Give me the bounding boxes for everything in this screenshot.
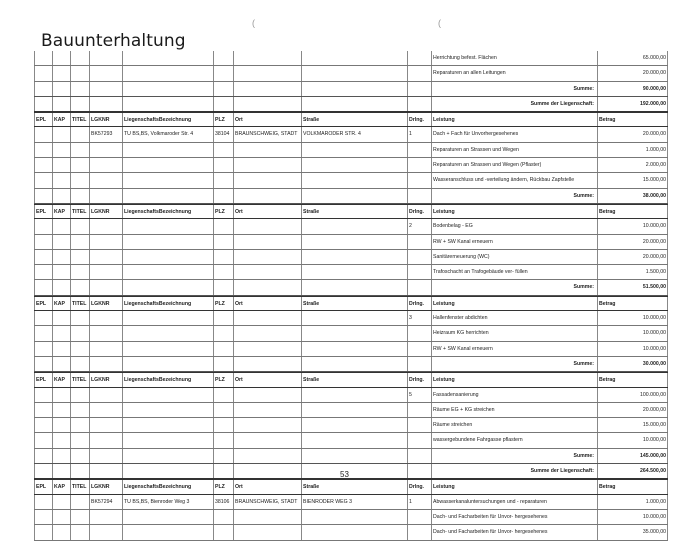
table-header-row	[34, 204, 668, 219]
leistung-cell: RW + SW Kanal erneuern	[433, 345, 493, 352]
leistung-cell: Dach- und Facharbeiten für Unvor- hergesehenes	[433, 513, 548, 520]
dringl-cell: 2	[409, 223, 412, 230]
page-number: 53	[340, 470, 349, 479]
table-row	[34, 265, 668, 280]
betrag-cell: 2.000,00	[645, 162, 666, 169]
column-header-plz: PLZ	[215, 377, 225, 384]
column-header-bezeichnung: LiegenschaftsBezeichnung	[124, 117, 192, 124]
column-header-kap: KAP	[54, 484, 65, 491]
table-row	[34, 403, 668, 418]
strasse-cell: BIENRODER WEG 3	[303, 498, 353, 505]
column-header-strasse: Straße	[303, 208, 320, 215]
column-header-bezeichnung: LiegenschaftsBezeichnung	[124, 300, 192, 307]
column-header-plz: PLZ	[215, 117, 225, 124]
property-total-value: 264.500,00	[640, 468, 666, 475]
sum-label: Summe:	[573, 85, 594, 92]
leistung-cell: RW + SW Kanal erneuern	[433, 238, 493, 245]
sum-row	[34, 82, 668, 97]
column-header-lgknr: LGKNR	[91, 208, 110, 215]
leistung-cell: Reparaturen an Strassen und Wegen	[433, 146, 519, 153]
scan-artifact: (	[438, 18, 441, 28]
lgknr-cell: BK57293	[91, 131, 113, 138]
column-header-betrag: Betrag	[599, 117, 616, 124]
dringl-cell: 5	[409, 391, 412, 398]
betrag-cell: 10.000,00	[642, 513, 666, 520]
column-header-titel: TITEL	[72, 117, 87, 124]
leistung-cell: Wasseranschluss und -verteilung ändern, Rückbau Zapfstelle	[433, 177, 575, 184]
column-header-betrag: Betrag	[599, 208, 616, 215]
table-row	[34, 525, 668, 540]
column-header-epl: EPL	[36, 377, 47, 384]
betrag-cell: 20.000,00	[642, 238, 666, 245]
leistung-cell: Dach- und Facharbeiten für Unvor- hergesehenes	[433, 529, 548, 536]
column-header-bezeichnung: LiegenschaftsBezeichnung	[124, 377, 192, 384]
column-header-dringl: Drlng.	[409, 208, 424, 215]
column-header-bezeichnung: LiegenschaftsBezeichnung	[124, 484, 192, 491]
column-header-plz: PLZ	[215, 300, 225, 307]
table-row	[34, 173, 668, 188]
dringl-cell: 1	[409, 498, 412, 505]
column-header-epl: EPL	[36, 208, 47, 215]
sum-label: Summe:	[573, 284, 594, 291]
leistung-cell: wassergebundene Fahrgasse pflastern	[433, 437, 523, 444]
betrag-cell: 1.500,00	[645, 269, 666, 276]
betrag-cell: 65.000,00	[642, 55, 666, 61]
column-header-lgknr: LGKNR	[91, 377, 110, 384]
table-row	[34, 51, 668, 66]
column-header-leistung: Leistung	[433, 208, 455, 215]
column-header-bezeichnung: LiegenschaftsBezeichnung	[124, 208, 192, 215]
column-header-dringl: Drlng.	[409, 377, 424, 384]
table-row	[34, 311, 668, 326]
sum-label: Summe:	[573, 452, 594, 459]
column-header-kap: KAP	[54, 377, 65, 384]
column-header-titel: TITEL	[72, 484, 87, 491]
betrag-cell: 10.000,00	[642, 437, 666, 444]
scan-artifact: (	[252, 18, 255, 28]
property-total-label: Summe der Liegenschaft:	[530, 468, 594, 475]
column-header-ort: Ort	[235, 377, 243, 384]
column-header-strasse: Straße	[303, 117, 320, 124]
column-header-ort: Ort	[235, 484, 243, 491]
column-header-dringl: Drlng.	[409, 117, 424, 124]
property-row	[34, 495, 668, 510]
ort-cell: BRAUNSCHWEIG, STADT	[235, 131, 298, 138]
lgknr-cell: BK57294	[91, 498, 113, 505]
betrag-cell: 10.000,00	[642, 345, 666, 352]
betrag-cell: 1.000,00	[645, 146, 666, 153]
table-header-row	[34, 112, 668, 127]
betrag-cell: 20.000,00	[642, 406, 666, 413]
column-header-leistung: Leistung	[433, 377, 455, 384]
table-row	[34, 235, 668, 250]
table-row	[34, 66, 668, 81]
column-header-plz: PLZ	[215, 208, 225, 215]
sum-value: 30.000,00	[642, 360, 666, 367]
leistung-cell: Hallenfenster abdichten	[433, 315, 488, 322]
sum-row	[34, 449, 668, 464]
column-header-lgknr: LGKNR	[91, 117, 110, 124]
column-header-strasse: Straße	[303, 300, 320, 307]
column-header-strasse: Straße	[303, 377, 320, 384]
leistung-cell: Räume EG + KG streichen	[433, 406, 495, 413]
property-total-row	[34, 464, 668, 479]
column-header-ort: Ort	[235, 208, 243, 215]
column-header-ort: Ort	[235, 117, 243, 124]
table-row	[34, 158, 668, 173]
table-header-row	[34, 372, 668, 387]
table-row	[34, 418, 668, 433]
betrag-cell: 15.000,00	[642, 177, 666, 184]
betrag-cell: 20.000,00	[642, 253, 666, 260]
column-header-kap: KAP	[54, 208, 65, 215]
leistung-cell: Räume streichen	[433, 422, 473, 429]
column-header-epl: EPL	[36, 484, 47, 491]
column-header-betrag: Betrag	[599, 484, 616, 491]
dringl-cell: 3	[409, 315, 412, 322]
betrag-cell: 10.000,00	[642, 223, 666, 230]
property-total-value: 192.000,00	[640, 100, 666, 107]
property-row	[34, 127, 668, 142]
plz-cell: 38104	[215, 131, 230, 138]
column-header-titel: TITEL	[72, 377, 87, 384]
betrag-cell: 15.000,00	[642, 422, 666, 429]
property-total-label: Summe der Liegenschaft:	[530, 100, 594, 107]
page-title: Bauunterhaltung	[41, 31, 186, 51]
column-header-lgknr: LGKNR	[91, 300, 110, 307]
plz-cell: 38106	[215, 498, 230, 505]
sum-row	[34, 280, 668, 295]
leistung-cell: Sanitärerneuerung (WC)	[433, 253, 490, 260]
column-header-dringl: Drlng.	[409, 300, 424, 307]
sum-value: 51.500,00	[642, 284, 666, 291]
sum-row	[34, 189, 668, 204]
betrag-cell: 100.000,00	[640, 391, 666, 398]
sum-value: 38.000,00	[642, 192, 666, 199]
bezeichnung-cell: TU BS,BS, Bienroder Weg 3	[124, 498, 190, 505]
column-header-lgknr: LGKNR	[91, 484, 110, 491]
leistung-cell: Reparaturen an allen Leitungen	[433, 70, 506, 77]
bezeichnung-cell: TU BS,BS, Volkmaroder Str. 4	[124, 131, 194, 138]
budget-table	[34, 51, 668, 541]
betrag-cell: 20.000,00	[642, 70, 666, 77]
column-header-epl: EPL	[36, 300, 47, 307]
column-header-ort: Ort	[235, 300, 243, 307]
leistung-cell: Bodenbelag - EG	[433, 223, 473, 230]
betrag-cell: 10.000,00	[642, 330, 666, 337]
column-header-titel: TITEL	[72, 208, 87, 215]
column-header-dringl: Drlng.	[409, 484, 424, 491]
leistung-cell: Dach + Fach für Unvorhergesehenes	[433, 131, 519, 138]
sum-value: 145.000,00	[640, 452, 666, 459]
table-header-row	[34, 479, 668, 494]
column-header-leistung: Leistung	[433, 117, 455, 124]
leistung-cell: Abwasserkanaluntersuchungen und - reparaturen	[433, 498, 547, 505]
column-header-betrag: Betrag	[599, 377, 616, 384]
betrag-cell: 1.000,00	[645, 498, 666, 505]
dringl-cell: 1	[409, 131, 412, 138]
strasse-cell: VOLKMARODER STR. 4	[303, 131, 361, 138]
leistung-cell: Heizraum KG herrichten	[433, 330, 489, 337]
leistung-cell: Reparaturen an Strassen und Wegen (Pflaster)	[433, 162, 542, 169]
sum-label: Summe:	[573, 192, 594, 199]
column-header-epl: EPL	[36, 117, 47, 124]
table-row	[34, 510, 668, 525]
column-header-strasse: Straße	[303, 484, 320, 491]
column-header-leistung: Leistung	[433, 484, 455, 491]
sum-value: 90.000,00	[642, 85, 666, 92]
column-header-titel: TITEL	[72, 300, 87, 307]
sum-label: Summe:	[573, 360, 594, 367]
sum-row	[34, 357, 668, 372]
table-row	[34, 250, 668, 265]
betrag-cell: 10.000,00	[642, 315, 666, 322]
table-row	[34, 342, 668, 357]
column-header-kap: KAP	[54, 300, 65, 307]
column-header-betrag: Betrag	[599, 300, 616, 307]
table-row	[34, 143, 668, 158]
betrag-cell: 35.000,00	[642, 529, 666, 536]
column-header-plz: PLZ	[215, 484, 225, 491]
property-total-row	[34, 97, 668, 112]
leistung-cell: Trafoschacht an Trafogebäude ver- füllen	[433, 269, 528, 276]
table-row	[34, 326, 668, 341]
column-header-kap: KAP	[54, 117, 65, 124]
leistung-cell: Fassadensanierung	[433, 391, 479, 398]
column-header-leistung: Leistung	[433, 300, 455, 307]
ort-cell: BRAUNSCHWEIG, STADT	[235, 498, 298, 505]
table-row	[34, 219, 668, 234]
table-row	[34, 388, 668, 403]
table-row	[34, 433, 668, 448]
table-header-row	[34, 296, 668, 311]
betrag-cell: 20.000,00	[642, 131, 666, 138]
leistung-cell: Herrichtung befest. Flächen	[433, 55, 497, 61]
